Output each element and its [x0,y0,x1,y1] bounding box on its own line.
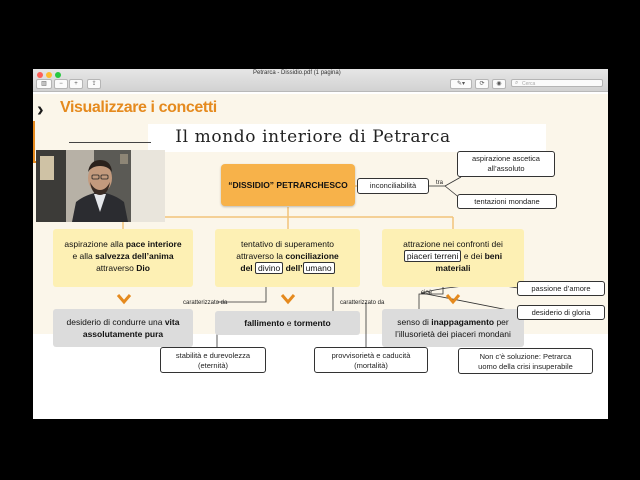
passione-amore-note: passione d’amore [517,281,605,296]
aspirazione-ascetica-line1: aspirazione ascetica [472,154,540,163]
caratterizzato-da-right: caratterizzato da [340,300,385,306]
caratterizzato-da-left: caratterizzato da [183,300,228,306]
rotate-icon: ⟳ [479,81,485,87]
desiderio-line1: desiderio di condurre una vita [66,317,180,327]
main-title: Il mondo interiore di Petrarca [175,127,451,147]
zoom-out-icon: − [59,81,63,87]
stabilita-line1: stabilità e durevolezza [175,351,251,360]
chevron-down-icon [280,293,296,305]
soluzione-note [458,348,593,374]
zoom-in-icon: + [74,81,78,87]
tra-label: tra [436,180,444,186]
stabilita-note [160,347,266,373]
aspirazione-ascetica-line2: all’assoluto [487,163,525,173]
divino-tag: divino [255,262,283,274]
chevron-right-icon: › [37,99,44,121]
aspirazione-box [53,229,193,287]
chevron-down-icon [116,293,132,305]
dissidio-box [221,164,355,206]
slide-header: Visualizzare i concetti [60,99,217,116]
inappagamento-box [382,309,524,347]
pdf-viewer-window [33,69,608,419]
attrazione-line1: attrazione nei confronti dei [403,239,503,249]
attrazione-line2: piaceri terreni e dei beni [382,250,524,262]
tentativo-box [215,229,360,287]
tentazioni-mondane-note: tentazioni mondane [457,194,557,209]
stabilita-line2: (eternità) [197,360,228,370]
markup-icon: ◉ [496,81,502,87]
inappagamento-line1: senso di inappagamento per [397,317,509,327]
chevron-down-icon [445,293,461,305]
tentativo-line3: del divino dell’ umano [215,262,360,274]
tentativo-line2: attraverso la conciliazione [236,251,339,261]
window-title: Petrarca - Dissidio.pdf (1 pagina) [253,70,341,76]
inconciliabilita-note: inconciliabilità [357,178,429,194]
inappagamento-line2: l’illusorietà dei piaceri mondani [395,329,511,339]
aspirazione-line2: e alla salvezza dell’anima [72,251,174,261]
presenter-video [36,150,165,222]
cioe-label: cioè [421,290,433,296]
umano-tag: umano [303,262,335,274]
attrazione-box [382,229,524,287]
desiderio-line2: assolutamente pura [82,329,164,339]
piaceri-terreni-tag: piaceri terreni [404,250,462,262]
presenter-image [36,150,165,222]
search-input[interactable]: Cerca [511,79,603,87]
provvisorieta-note [314,347,428,373]
dissidio-label: “DISSIDIO” PETRARCHESCO [228,180,348,190]
search-icon: ⌕ [515,80,519,86]
provvisorieta-line2: (mortalità) [354,360,388,370]
fallimento-tormento-box: fallimento e tormento [215,311,360,335]
soluzione-line2: uomo della crisi insuperabile [478,361,573,371]
pen-icon: ✎▾ [456,81,466,87]
desiderio-gloria-note: desiderio di gloria [517,305,605,320]
soluzione-line1: Non c’è soluzione: Petrarca [479,352,572,361]
sidebar-icon: ▥ [41,81,47,87]
attrazione-line3: materiali [435,263,471,273]
tentativo-line1: tentativo di superamento [240,239,335,249]
aspirazione-ascetica-note [457,151,555,177]
share-icon: ⇪ [91,81,97,87]
aspirazione-line3: attraverso Dio [96,263,150,273]
desiderio-vita-pura-box [53,309,193,347]
provvisorieta-line1: provvisorietà e caducità [331,351,411,360]
aspirazione-line1: aspirazione alla pace interiore [64,239,182,249]
